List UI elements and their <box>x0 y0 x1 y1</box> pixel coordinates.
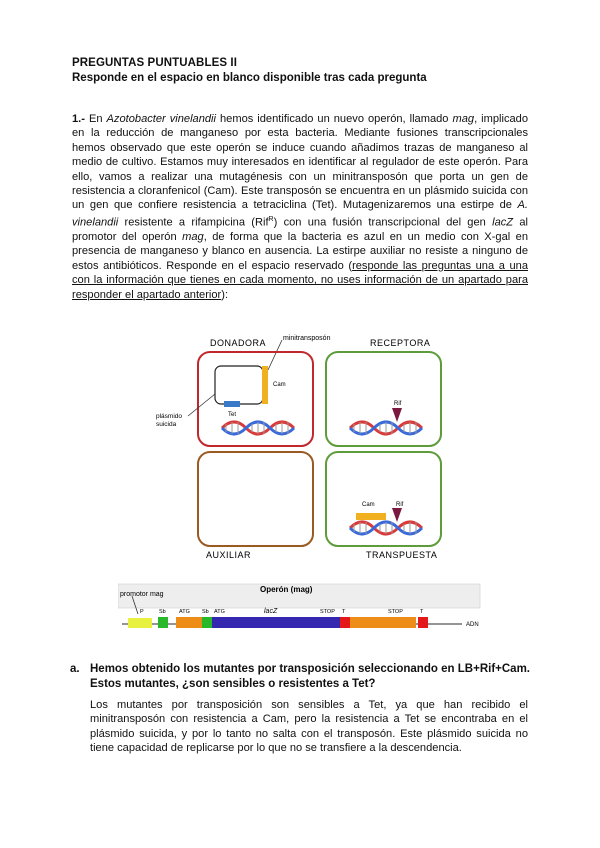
label-sd-1: Sb <box>159 609 166 615</box>
underlined-instruction: responde las preguntas una a una con la información que tienes en cada momento, no uses información de un apartado para responder el apartado anterior <box>72 259 528 301</box>
organism-name: Azotobacter vinelandii <box>106 113 216 125</box>
label-promotor: promotor mag <box>120 591 164 598</box>
question-text: Hemos obtenido los mutantes por transposición seleccionando en LB+Rif+Cam. Estos mutantes, ¿son sensibles o resistentes a Tet? <box>90 663 530 690</box>
problem-number: 1.- <box>72 113 85 125</box>
cam-insert <box>356 513 386 520</box>
label-cam: Cam <box>273 382 286 388</box>
label-lacz: lacZ <box>264 608 278 615</box>
organism-short: A. vinelandii <box>72 199 528 229</box>
operon-name: mag <box>182 230 204 243</box>
gene-1 <box>176 617 202 628</box>
label-rif: Rif <box>394 401 402 407</box>
cam-gene <box>262 366 268 404</box>
label-t-1: T <box>342 609 346 615</box>
label-t-2: T <box>420 609 424 615</box>
label-receptora: RECEPTORA <box>370 338 431 348</box>
document-subtitle: Responde en el espacio en blanco disponible tras cada pregunta <box>72 72 427 84</box>
problem-statement <box>72 112 528 302</box>
question-a <box>70 662 530 691</box>
dna-receptora <box>350 422 422 434</box>
operon-title: Operón (mag) <box>260 585 313 594</box>
label-stop-2: STOP <box>388 609 403 615</box>
label-suicida: suicida <box>156 421 177 428</box>
text-fragment: al promotor del operón <box>72 216 528 243</box>
sd-box-1 <box>158 617 168 628</box>
superscript: R <box>268 215 274 223</box>
label-plasmido: plásmido <box>156 413 183 420</box>
dna-transpuesta <box>350 522 422 534</box>
terminator-1 <box>340 617 350 628</box>
sd-box-2 <box>202 617 212 628</box>
text-fragment: ) con una fusión transcripcional del gen <box>273 216 493 229</box>
operon-name: mag <box>452 113 475 125</box>
text-fragment: hemos identificado un nuevo operón, llamado <box>216 113 453 125</box>
label-tet: Tet <box>228 412 237 418</box>
answer-a: Los mutantes por transposición son sensibles a Tet, ya que han recibido el minitransposón con resistencia a Cam, pero la resistencia a Tet se encontraba en el plásmido suicida, y por lo tanto no salta con el transposón. Este plásmido suicida no tiene capacidad de replicarse por lo que no se transfiere a la descendencia. <box>90 699 528 755</box>
label-atg-1: ATG <box>179 609 190 615</box>
box-auxiliar <box>198 452 313 546</box>
label-minitransposon: minitransposón <box>283 335 331 342</box>
dna-donadora <box>222 422 294 434</box>
plasmid <box>215 366 263 404</box>
text-fragment: , de forma que la bacteria es azul en un medio con X-gal en presencia de manganeso y blanco en ausencia. La estirpe auxiliar no resiste a ninguno de estos antibióticos. Responde en el espacio reservado ( <box>72 230 528 272</box>
question-label: a. <box>70 663 80 675</box>
box-receptora <box>326 352 441 446</box>
label-cam-2: Cam <box>362 502 375 508</box>
label-atg-2: ATG <box>214 609 225 615</box>
tet-gene <box>224 401 240 407</box>
label-p: P <box>140 609 144 615</box>
text-fragment: , implicado en la reducción de manganeso por esta bacteria. Mediante fusiones transcripcionales hemos observado que este operón se induce cuando añadimos trazas de manganeso al medio de cultivo. Estamos muy interesados en identificar al regulador de este operón. Para ello, vamos a realizar una mutagénesis con un minitransposón que porta un gen de resistencia a cloranfenicol (Cam). Este transposón se encuentra en un plásmido suicida con un gen que confiere resistencia a tetraciclina (Tet). Mutagenizaremos una estirpe de <box>72 113 529 212</box>
text-fragment: resistente a rifampicina (Rif <box>118 216 269 229</box>
text-fragment: ): <box>221 288 229 301</box>
label-adn: ADN <box>466 622 479 628</box>
figure <box>118 328 498 628</box>
label-donadora: DONADORA <box>210 338 267 348</box>
rif-marker <box>392 408 402 422</box>
label-transpuesta: TRANSPUESTA <box>366 550 438 560</box>
lacz-gene <box>212 617 340 628</box>
document-title: PREGUNTAS PUNTUABLES II <box>72 57 238 69</box>
label-rif-2: Rif <box>396 502 404 508</box>
text-fragment: En <box>84 113 107 125</box>
gene-name: lacZ <box>492 216 514 229</box>
rif-marker-2 <box>392 508 402 522</box>
label-stop-1: STOP <box>320 609 335 615</box>
operon-diagram <box>118 584 480 628</box>
box-transpuesta <box>326 452 441 546</box>
label-auxiliar: AUXILIAR <box>206 550 252 560</box>
promoter-box <box>128 618 152 628</box>
terminator-2 <box>418 617 428 628</box>
figure-svg <box>118 328 498 628</box>
label-sd-2: Sb <box>202 609 209 615</box>
gene-2 <box>350 617 416 628</box>
